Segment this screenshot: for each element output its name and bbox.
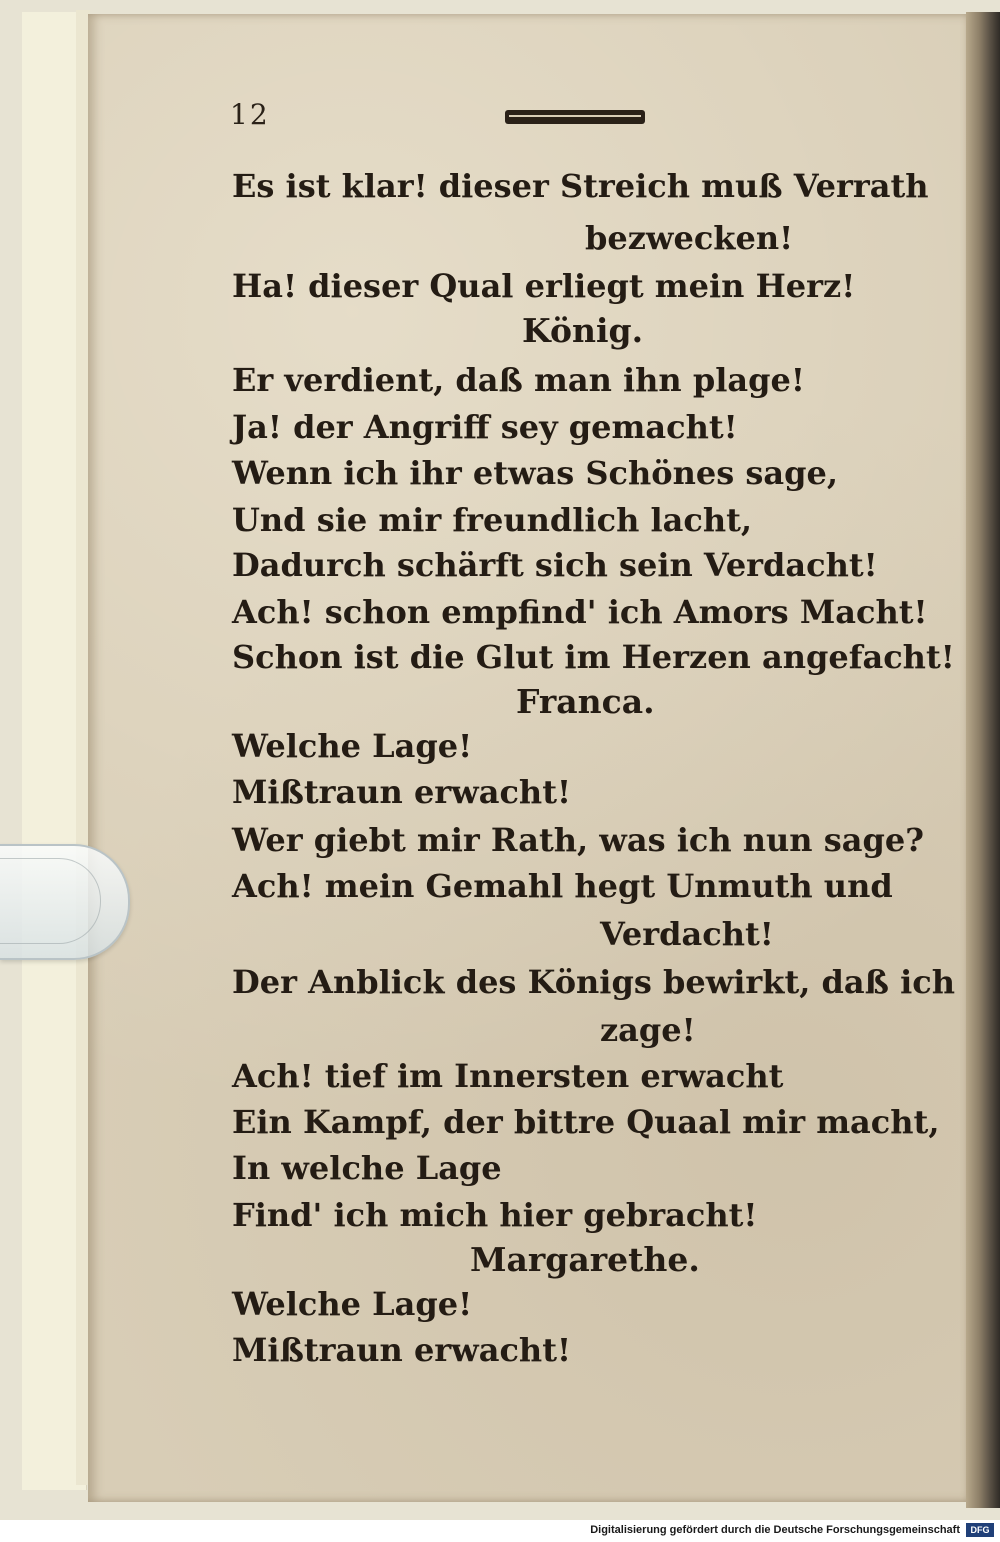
text-line: Verdacht! <box>600 915 774 953</box>
text-line: Find' ich mich hier gebracht! <box>232 1196 758 1234</box>
text-line: Ja! der Angriff sey gemacht! <box>232 408 738 446</box>
text-line: Ach! tief im Innersten erwacht <box>232 1057 784 1095</box>
text-line: Er verdient, daß man ihn plage! <box>232 361 805 399</box>
text-line: Ein Kampf, der bittre Quaal mir macht, <box>232 1103 940 1141</box>
speaker-name: Franca. <box>516 682 655 721</box>
speaker-name: König. <box>522 311 644 350</box>
speaker-name: Margarethe. <box>470 1240 700 1279</box>
text-line: In welche Lage <box>232 1149 502 1187</box>
page-clip-inner <box>0 858 101 944</box>
text-line: Der Anblick des Königs bewirkt, daß ich <box>232 963 955 1001</box>
text-line: Und sie mir freundlich lacht, <box>232 501 753 539</box>
text-line: Welche Lage! <box>232 1285 473 1323</box>
text-line: Welche Lage! <box>232 727 473 765</box>
text-line: Mißtraun erwacht! <box>232 773 572 811</box>
text-line: zage! <box>600 1011 696 1049</box>
text-line: Ach! schon empfind' ich Amors Macht! <box>232 593 928 631</box>
text-line: Mißtraun erwacht! <box>232 1331 572 1369</box>
text-line: Wer giebt mir Rath, was ich nun sage? <box>232 821 924 859</box>
digitization-footer <box>0 1520 1000 1542</box>
text-line: bezwecken! <box>585 219 794 257</box>
page-number: 12 <box>230 98 270 131</box>
text-line: Es ist klar! dieser Streich muß Verrath <box>232 167 929 205</box>
text-line: Dadurch schärft sich sein Verdacht! <box>232 546 878 584</box>
text-line: Ha! dieser Qual erliegt mein Herz! <box>232 267 856 305</box>
dfg-logo: DFG <box>966 1523 994 1537</box>
text-line: Ach! mein Gemahl hegt Unmuth und <box>232 867 893 905</box>
text-line: Schon ist die Glut im Herzen angefacht! <box>232 638 955 676</box>
text-line: Wenn ich ihr etwas Schönes sage, <box>232 454 839 492</box>
funding-credit: Digitalisierung gefördert durch die Deutsche Forschungsgemeinschaft <box>590 1524 960 1536</box>
